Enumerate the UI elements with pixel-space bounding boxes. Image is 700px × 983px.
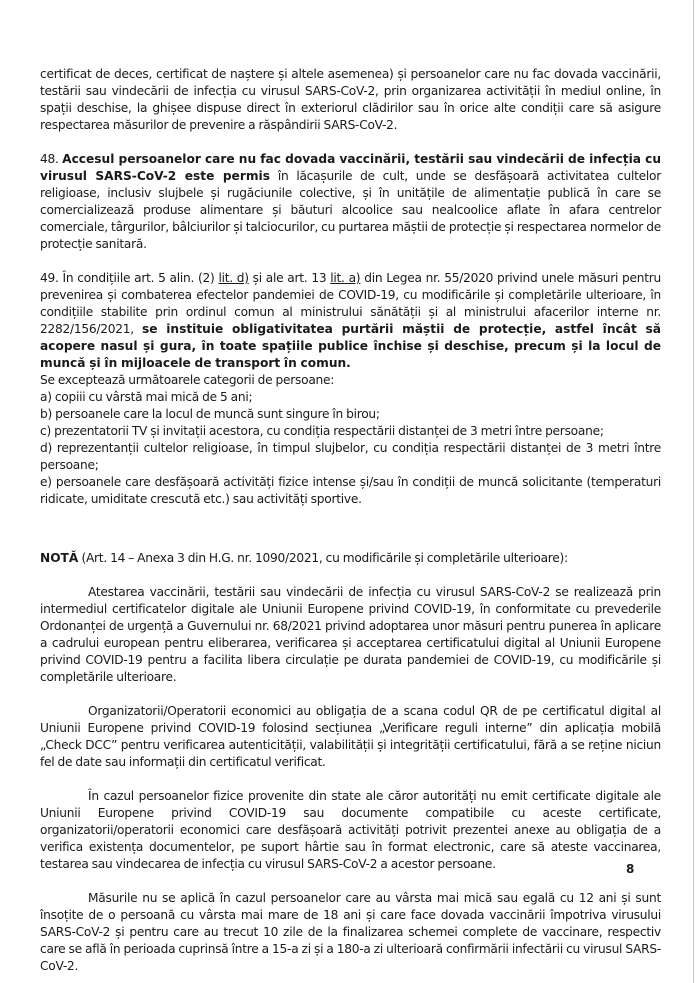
article-49-text-part1: În condițiile art. 5 alin. (2) — [62, 271, 215, 285]
article-49-ref-lit-d[interactable]: lit. d) — [218, 271, 249, 285]
note-heading — [40, 550, 661, 567]
exception-item: e) persoanele care desfășoară activități fizice intense și/sau în condiții de muncă solicitante (temperaturi ridicate, umiditate crescută etc.) sau activități sportive. — [40, 475, 661, 506]
document-page — [40, 66, 661, 975]
article-48-number: 48. — [40, 152, 59, 166]
exception-item: b) persoanele care la locul de muncă sunt singure în birou; — [40, 407, 380, 421]
article-49-bold-text: se instituie obligativitatea purtării măștii de protecție, astfel încât să acopere nasul și gura, în toate spațiile publice închise și deschise, precum și la locul de muncă și în mijloacele de transport în comun. — [40, 322, 662, 370]
exceptions-intro: Se exceptează următoarele categorii de persoane: — [40, 373, 335, 387]
article-48-bold-text: Accesul persoanelor care nu fac dovada vaccinării, testării sau vindecării de infecția cu virusul SARS-CoV-2 este permis — [40, 152, 662, 183]
article-49-ref-lit-a[interactable]: lit. a) — [330, 271, 361, 285]
note-paragraph: Atestarea vaccinării, testării sau vindecării de infecția cu virusul SARS-CoV-2 se realizează prin intermediul certificatelor digitale ale Uniunii Europene privind COVID-19, în conformitate cu prevederile Ordonanței de urgență a Guvernului nr. 68/2021 privind adoptarea unor măsuri pentru punerea în aplicare a cadrului european pentru eliberarea, verificarea și acceptarea certificatului digital al Uniunii Europene privind COVID-19 pentru a facilita libera circulație pe durata pandemiei de COVID-19, cu modificările și completările ulterioare. — [40, 585, 661, 684]
note-paragraph: Măsurile nu se aplică în cazul persoanelor care au vârsta mai mică sau egală cu 12 ani și sunt însoțite de o persoană cu vârsta mai mare de 18 ani și care face dovada vaccinării împotriva virusului SARS-CoV-2 și pentru care au trecut 10 zile de la finalizarea schemei complete de vaccinare, respectiv care se află în perioada cuprinsă între a 15-a zi și a 180-a zi ulterioară confirmării infectării cu virusul SARS-CoV-2. — [40, 891, 661, 973]
article-49 — [40, 270, 661, 372]
note-reference: (Art. 14 – Anexa 3 din H.G. nr. 1090/2021, cu modificările și completările ulterioare): — [81, 551, 568, 565]
page-edge-divider — [693, 0, 694, 983]
note-paragraph: Organizatorii/Operatorii economici au obligația de a scana codul QR de pe certificatul digital al Uniunii Europene privind COVID-19 folosind secțiunea „Verificare reguli interne” din aplicația mobilă „Check DCC” pentru verificarea autenticității, valabilității și integrității certificatului, fără a se reține niciun fel de date sau informații din certificatul verificat. — [40, 704, 661, 769]
article-49-text-part3: din Legea nr. 55/2020 privind unele măsuri pentru prevenirea și combaterea efectelor pandemiei de COVID-19, cu modificările și completările ulterioare, în condițiile stabilite prin ordinul comun al ministrului sănătății și al ministrului afacerilor interne nr. 2282/156/2021, — [40, 271, 662, 336]
article-48 — [40, 151, 661, 253]
page-number: 8 — [626, 862, 635, 876]
intro-paragraph: certificat de deces, certificat de naștere și altele asemenea) și persoanelor care nu fac dovada vaccinării, testării sau vindecării de infecția cu virusul SARS-CoV-2, prin organizarea activității în mediul online, în spații deschise, la ghișee dispuse direct în exteriorul clădirilor sau în orice alte condiții care să asigure respectarea măsurilor de prevenire a răspândirii SARS-CoV-2. — [40, 67, 661, 132]
article-49-number: 49. — [40, 271, 59, 285]
exceptions-list — [40, 372, 661, 508]
article-48-text: în lăcașurile de cult, unde se desfășoară activitatea cultelor religioase, inclusiv slujbele și rugăciunile colective, și în unitățile de alimentație publică în care se comercializează produse alimentare și băuturi alcoolice sau nealcoolice aflate în afara centrelor comerciale, târgurilor, bâlciurilor și talciocurilor, cu purtarea măștii de protecție și respectarea normelor de protecție sanitară. — [40, 169, 661, 251]
exception-item: a) copiii cu vârstă mai mică de 5 ani; — [40, 390, 253, 404]
note-paragraph: În cazul persoanelor fizice provenite din state ale căror autorități nu emit certificate digitale ale Uniunii Europene privind COVID-19 sau documente compatibile cu aceste certificate, organizatorii/operatorii economici care desfășoară activități potrivit prezentei anexe au obligația de a verifica existența documentelor, pe suport hârtie sau în format electronic, care să ateste vaccinarea, testarea sau vindecarea de infecția cu virusul SARS-CoV-2 a acestor persoane. — [40, 789, 661, 871]
exception-item: d) reprezentanții cultelor religioase, în timpul slujbelor, cu condiția respectării distanței de 3 metri între persoane; — [40, 441, 661, 472]
article-49-text-part2: și ale art. 13 — [252, 271, 327, 285]
note-label: NOTĂ — [40, 551, 79, 565]
exception-item: c) prezentatorii TV și invitații acestora, cu condiția respectării distanței de 3 metri între persoane; — [40, 424, 604, 438]
